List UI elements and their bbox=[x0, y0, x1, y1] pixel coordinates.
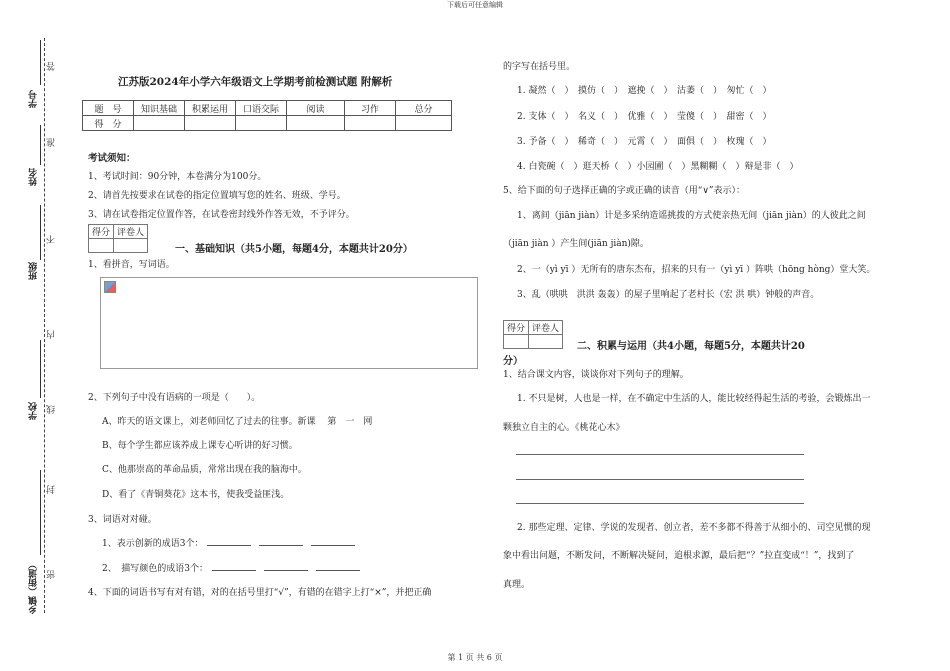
scorer-cell[interactable] bbox=[529, 335, 563, 349]
scorer-cell[interactable] bbox=[89, 239, 114, 253]
s2-q1-sentence-2b: 象中看出问题，不断发问，不断解决疑问，追根求源，最后把“？”拉直变成“！”，找到了 bbox=[503, 551, 855, 561]
section-2-title-cont: 分） bbox=[503, 356, 523, 367]
q2-option-c: C、他那崇高的革命品质，常常出现在我的脑海中。 bbox=[102, 465, 307, 475]
scorer-label: 评卷人 bbox=[529, 321, 563, 335]
q3-stem: 3、词语对对碰。 bbox=[88, 515, 157, 525]
fill-line bbox=[40, 205, 41, 260]
score-cell[interactable] bbox=[396, 116, 452, 131]
q5-stem: 5、给下面的句子选择正确的字或正确的读音（用“∨”表示）： bbox=[503, 186, 746, 196]
score-row-label: 得 分 bbox=[83, 116, 134, 131]
q2-stem: 2、下列句子中没有语病的一项是（ ）。 bbox=[88, 393, 261, 403]
score-cell[interactable] bbox=[134, 116, 185, 131]
binding-sep: 内 bbox=[47, 330, 57, 339]
fill-line bbox=[40, 340, 41, 398]
scorer-cell[interactable] bbox=[114, 239, 148, 253]
q3-item-1 bbox=[102, 536, 359, 549]
section-2-title: 二、积累与运用（共4小题，每题5分，本题共计20 bbox=[577, 341, 805, 352]
binding-label-township: 乡镇（街道） bbox=[29, 560, 39, 614]
score-cell[interactable] bbox=[287, 116, 345, 131]
scorer-box bbox=[503, 320, 563, 349]
score-header: 总分 bbox=[396, 101, 452, 116]
notice-heading: 考试须知： bbox=[88, 153, 136, 164]
scorer-label: 得分 bbox=[504, 321, 529, 335]
q4-row: 1. 凝然（ ） 摸仿（ ） 遮挽（ ） 沽萎（ ） 匆忙（ ） bbox=[517, 86, 772, 96]
q4-stem: 4、下面的词语书写有对有错，对的在括号里打“√”，有错的在错字上打“×”，并把正确 bbox=[88, 588, 432, 598]
binding-sep: 答 bbox=[47, 62, 57, 71]
score-header: 知识基础 bbox=[134, 101, 185, 116]
answer-line[interactable] bbox=[516, 503, 804, 504]
binding-sep: 封 bbox=[47, 485, 57, 494]
blank-line[interactable] bbox=[259, 537, 303, 546]
score-header: 阅读 bbox=[287, 101, 345, 116]
s2-q1-sentence-1b: 颗独立自主的心。《桃花心木》 bbox=[503, 423, 625, 433]
fill-line bbox=[40, 470, 41, 555]
answer-line[interactable] bbox=[516, 454, 804, 455]
binding-label-school: 学校 bbox=[29, 402, 39, 420]
score-cell[interactable] bbox=[345, 116, 396, 131]
score-cell[interactable] bbox=[185, 116, 236, 131]
q4-row: 2. 支体（ ） 名义（ ） 优雅（ ） 莹傻（ ） 甜密（ ） bbox=[517, 112, 772, 122]
broken-image-icon bbox=[104, 281, 116, 293]
score-header: 积累运用 bbox=[185, 101, 236, 116]
notice-item: 1、考试时间：90分钟，本卷满分为100分。 bbox=[88, 172, 267, 182]
binding-sep: 线 bbox=[47, 405, 57, 414]
q5-sentence-3: 3、乱（哄哄 洪洪 轰轰）的屋子里响起了老村长（宏 洪 哄）钟般的声音。 bbox=[517, 290, 820, 300]
fill-line bbox=[40, 40, 41, 85]
q2-option-d: D、看了《青铜葵花》这本书，使我受益匪浅。 bbox=[102, 490, 290, 500]
s2-q1-sentence-2c: 真理。 bbox=[503, 580, 531, 590]
binding-label-class: 班级 bbox=[29, 262, 39, 280]
notice-item: 2、请首先按要求在试卷的指定位置填写您的姓名、班级、学号。 bbox=[88, 191, 346, 201]
blank-line[interactable] bbox=[316, 562, 360, 571]
score-table bbox=[82, 100, 452, 131]
q4-row: 4. 白瓷碗（ ）逛天桥（ ）小园圃（ ）黑糊糊（ ）辩是非（ ） bbox=[517, 162, 799, 172]
scorer-label: 得分 bbox=[89, 225, 114, 239]
blank-line[interactable] bbox=[212, 562, 256, 571]
binding-sep: 准 bbox=[47, 138, 57, 147]
binding-sep: 密 bbox=[47, 570, 57, 579]
q3-item-label: 2、 描写颜色的成语3个： bbox=[102, 564, 208, 574]
notice-item: 3、请在试卷指定位置作答，在试卷密封线外作答无效，不予评分。 bbox=[88, 210, 355, 220]
binding-line bbox=[44, 38, 45, 613]
s2-q1-stem: 1、结合课文内容，谈谈你对下列句子的理解。 bbox=[503, 370, 689, 380]
blank-line[interactable] bbox=[207, 537, 251, 546]
score-header: 习作 bbox=[345, 101, 396, 116]
answer-line[interactable] bbox=[516, 479, 804, 480]
q1-text: 1、看拼音，写词语。 bbox=[88, 260, 175, 270]
score-header: 题 号 bbox=[83, 101, 134, 116]
blank-line[interactable] bbox=[264, 562, 308, 571]
q5-sentence-1a: 1、离间（jiān jiàn）计是多采纳造谣挑拨的方式使亲热无间（jiān jiàn）的人彼此之间 bbox=[517, 211, 866, 221]
s2-q1-sentence-1a: 1. 不只是树，人也是一样，在不确定中生活的人，能比较经得起生活的考验，会锻炼出一 bbox=[517, 394, 871, 404]
s2-q1-sentence-2a: 2. 那些定理、定律、学说的发现者、创立者，差不多都不得善于从细小的、司空见惯的现 bbox=[517, 523, 871, 533]
q4-row: 3. 予备（ ） 稀奇（ ） 元霄（ ） 面俱（ ） 枚瑰（ ） bbox=[517, 137, 772, 147]
section-1-title: 一、基础知识（共5小题，每题4分，本题共计20分） bbox=[175, 244, 413, 255]
fill-line bbox=[40, 125, 41, 165]
download-note: 下载后可任意编辑 bbox=[447, 1, 503, 9]
q3-item-label: 1、表示创新的成语3个： bbox=[102, 539, 204, 549]
q5-sentence-2: 2、一（yì yī ）无所有的唐东杰布，招来的只有一（yì yī ）阵哄（hōng hòng）堂大笑。 bbox=[517, 265, 876, 275]
binding-label-name: 姓名 bbox=[29, 168, 39, 186]
scorer-label: 评卷人 bbox=[114, 225, 148, 239]
q2-option-b: B、每个学生都应该养成上课专心听讲的好习惯。 bbox=[102, 441, 298, 451]
scorer-cell[interactable] bbox=[504, 335, 529, 349]
q3-item-2 bbox=[102, 561, 364, 574]
pinyin-image-box bbox=[100, 277, 478, 369]
q4-stem-cont: 的字写在括号里。 bbox=[503, 62, 576, 72]
score-header: 口语交际 bbox=[236, 101, 287, 116]
exam-title: 江苏版2024年小学六年级语文上学期考前检测试题 附解析 bbox=[118, 76, 393, 88]
page-footer: 第 1 页 共 6 页 bbox=[447, 653, 503, 662]
binding-sep: 不 bbox=[47, 235, 57, 244]
blank-line[interactable] bbox=[311, 537, 355, 546]
q2-option-a: A、昨天的语文课上，刘老师回忆了过去的往事。新课 第 一 网 bbox=[102, 417, 373, 427]
score-cell[interactable] bbox=[236, 116, 287, 131]
binding-label-student-id: 学号 bbox=[29, 90, 39, 108]
q5-sentence-1b: （jiān jiàn ）产生间(jiān jiàn)隙。 bbox=[503, 239, 649, 249]
scorer-box bbox=[88, 224, 148, 253]
